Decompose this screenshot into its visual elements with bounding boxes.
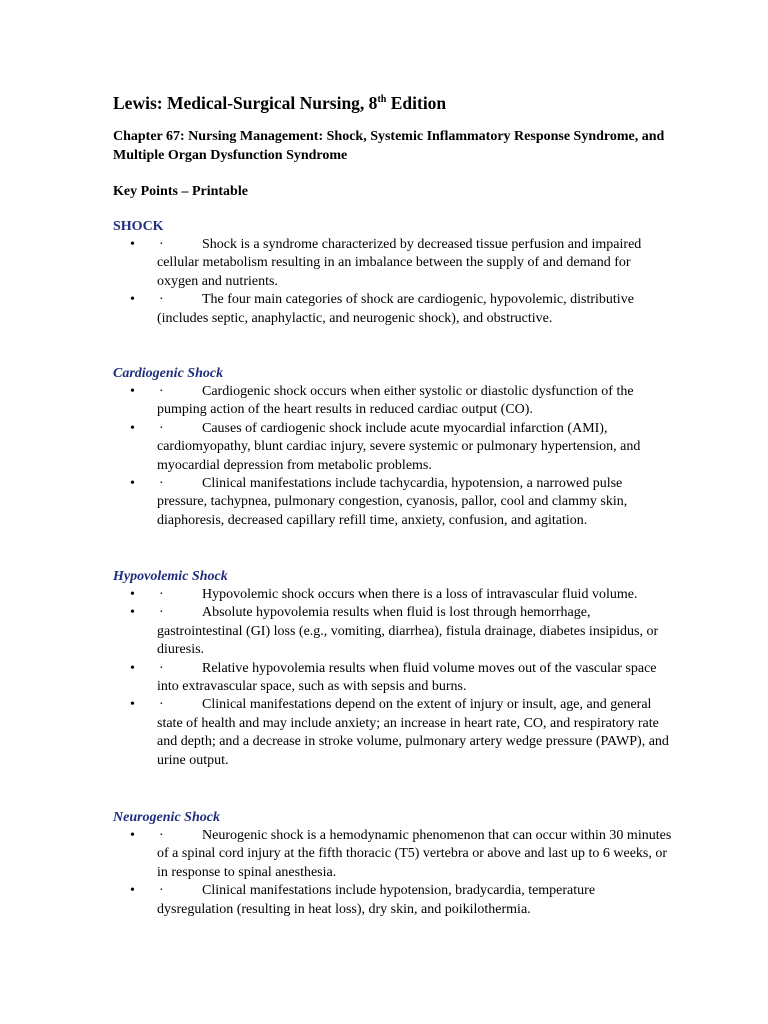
list-item: • · Clinical manifestations include tachycardia, hypotension, a narrowed pulse pressure, tachypnea, pulmonary congestion, cyanosis, pallor, cool and clammy skin, diaphoresis, decreased capillary refill time, anxiety, confusion, and agitation. [130,476,628,528]
bullet-icon: • [130,660,135,676]
chapter-title: Chapter 67: Nursing Management: Shock, Systemic Inflammatory Response Syndrome, and Multiple Organ Dysfunction Syndrome [113,129,665,163]
bullet-icon: • [130,237,135,252]
list-item: • · Shock is a syndrome characterized by decreased tissue perfusion and impaired cellular metabolism resulting in an imbalance between the supply of and demand for oxygen and nutrients. [130,237,642,289]
key-points-label: Key Points – Printable [113,184,248,199]
bullet-icon: • [130,697,135,713]
section-heading-hypovolemic: Hypovolemic Shock [113,569,228,584]
section-heading-neurogenic: Neurogenic Shock [113,810,220,825]
bullet-icon: • [130,605,135,621]
bullet-icon: • [130,420,135,436]
bullet-icon: • [130,476,135,492]
bullet-icon: • [130,384,135,399]
section-heading-cardiogenic: Cardiogenic Shock [113,366,224,381]
cardiogenic-bullet-list [113,383,673,530]
list-item: • · Absolute hypovolemia results when fluid is lost through hemorrhage, gastrointestinal (GI) loss (e.g., vomiting, diarrhea), fistula drainage, diabetes insipidus, or diuresis. [130,605,659,658]
list-item: • · Hypovolemic shock occurs when there is a loss of intravascular fluid volume. [113,586,673,604]
list-item: • · Cardiogenic shock occurs when either systolic or diastolic dysfunction of the pumping action of the heart results in reduced cardiac output (CO). [130,384,634,418]
neurogenic-bullet-list [113,827,673,919]
edition-superscript: th [377,94,387,105]
list-item: • · The four main categories of shock are cardiogenic, hypovolemic, distributive (includes septic, anaphylactic, and neurogenic shock), and obstructive. [130,292,634,326]
hypovolemic-bullet-list [113,586,673,770]
section-heading-shock: SHOCK [113,219,164,234]
list-item: • · Relative hypovolemia results when fluid volume moves out of the vascular space into extravascular space, such as with sepsis and burns. [130,660,657,695]
bullet-icon: • [130,883,135,899]
bullet-icon: • [130,587,135,602]
shock-bullet-list [113,236,673,328]
list-item: • · Clinical manifestations include hypotension, bradycardia, temperature dysregulation (resulting in heat loss), dry skin, and poikilothermia. [130,883,596,917]
list-item: • · Clinical manifestations depend on the extent of injury or insult, age, and general state of health and may include anxiety; an increase in heart rate, CO, and respiratory rate and depth; and a decrease in stroke volume, pulmonary artery wedge pressure (PAWP), and urine output. [130,697,669,768]
bullet-icon: • [130,828,135,843]
bullet-icon: • [130,292,135,308]
list-item: • · Neurogenic shock is a hemodynamic phenomenon that can occur within 30 minutes of a spinal cord injury at the fifth thoracic (T5) vertebra or above and last up to 6 weeks, or in response to spinal anesthesia. [130,828,672,880]
list-item: • · Causes of cardiogenic shock include acute myocardial infarction (AMI), cardiomyopathy, blunt cardiac injury, severe systemic or pulmonary hypertension, and myocardial depression from metabolic problems. [130,420,641,473]
book-title: Lewis: Medical-Surgical Nursing, 8th Edition [113,93,447,113]
